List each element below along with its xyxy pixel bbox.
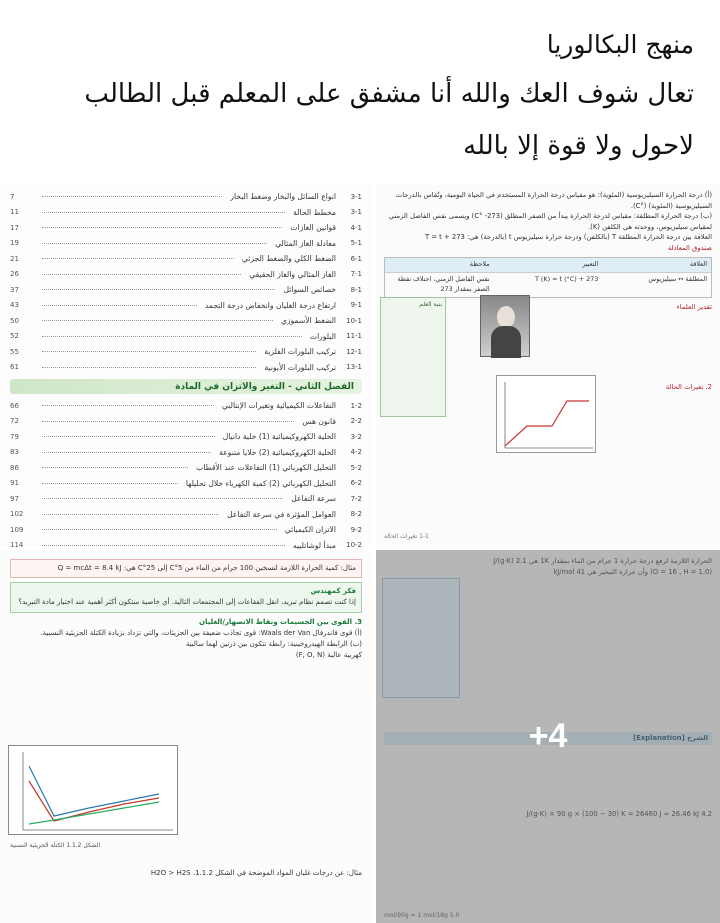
toc-row <box>10 491 362 507</box>
toc-title: الضغط الكلي والضغط الجزئي <box>241 254 336 264</box>
toc-page: 19 <box>10 239 19 248</box>
toc-number: 3-1 <box>350 208 362 217</box>
toc-row <box>10 267 362 283</box>
table-cell: T (K) = t (°C) + 273 <box>535 275 599 284</box>
toc-title: التفاعلات الكيميائية وتغيرات الإنتالبي <box>222 401 336 411</box>
boiling-point-graph-svg <box>9 746 179 836</box>
toc-number: 5-1 <box>350 239 362 248</box>
toc-row <box>10 522 362 538</box>
group-16-line <box>29 766 159 816</box>
toc-row <box>10 236 362 252</box>
toc-title: خصائص السوائل <box>283 285 336 295</box>
toc-row <box>10 344 362 360</box>
toc-title: مبدأ لوشاتلييه <box>292 540 336 550</box>
more-section: الشرح [Explanation] <box>384 732 712 745</box>
toc-page: 83 <box>10 448 19 457</box>
toc-number: 11-1 <box>346 332 362 341</box>
state-change-chart-svg <box>497 376 597 454</box>
toc-leader <box>42 258 234 259</box>
table-cell: المطلقة ↔ سيليزيوس <box>648 275 707 284</box>
toc-row <box>10 507 362 523</box>
toc-page: 7 <box>10 192 15 201</box>
toc-row <box>10 360 362 376</box>
forces-think-title: فكر كمهندس <box>310 587 356 596</box>
more-formula: 4.2 J/(g·K) × 90 g × (100 − 30) K = 26460 J ≈ 26.46 kJ <box>526 809 712 818</box>
toc-page: 72 <box>10 417 19 426</box>
toc-row <box>10 205 362 221</box>
toc-leader <box>42 421 294 422</box>
forces-think-box <box>10 582 362 612</box>
toc-title: تركيب البلورات الفلزية <box>264 347 336 357</box>
toc-leader <box>42 196 222 197</box>
more-q-top: الحرارة اللازمة لرفع درجة حرارة 1 جرام من الماء بمقدار 1K هي 2.1 J/(g·K) <box>493 557 712 565</box>
toc-number: 6-1 <box>350 254 362 263</box>
forces-vdw: (أ) قوى فاندرفال Waals der Van: قوى تجاذب ضعيفة بين الجزيئات، والتي تزداد بزيادة الكتلة الجزيئية النسبية. <box>40 628 362 637</box>
toc-title: الخلية الكهروكيميائية (2) خلايا متنوعة <box>219 447 336 457</box>
toc-leader <box>42 274 241 275</box>
toc-title: مخطط الحالة <box>293 207 336 217</box>
post-line-2: تعال شوف العك والله أنا مشفق على المعلم قبل الطالب <box>84 79 694 109</box>
toc-number: 6-2 <box>350 479 362 488</box>
temp-kelvin: (ب) درجة الحرارة المطلقة: مقياس لدرجة الحرارة يبدأ من الصفر المطلق (273- °C) ويسمى نفس الفاصل الزمني لمقياس سيليزيوس، ووحدته هي الكلفن (K). <box>388 212 712 231</box>
more-footer: 5.0 mol/90g = 1 mol/18g <box>384 912 460 919</box>
toc-leader <box>42 545 285 546</box>
toc-number: 8-2 <box>350 510 362 519</box>
post-text <box>0 0 720 185</box>
toc-page: 37 <box>10 285 19 294</box>
toc-list <box>0 185 372 569</box>
toc-page: 109 <box>10 525 24 534</box>
forces-think-text: إذا كنت تصمم نظام تبريد، انقل الفقاعات إلى المجتمعات التالية. أي خاصية ستكون أكثر أهمية عند اختيار مادة التبريد؟ <box>18 598 356 607</box>
toc-leader <box>42 436 215 437</box>
toc-row <box>10 398 362 414</box>
toc-title: تركيب البلورات الأيونية <box>264 362 336 372</box>
table-header: التعبير <box>582 260 599 269</box>
toc-title: سرعة التفاعل <box>291 494 336 504</box>
toc-page: 91 <box>10 479 19 488</box>
toc-row <box>10 313 362 329</box>
graph-caption: الشكل 1.1.2 الكتلة الجزيئية النسبية <box>10 842 101 849</box>
toc-title: الغاز المثالي والغاز الحقيقي <box>249 269 336 279</box>
toc-leader <box>42 498 283 499</box>
toc-page: 52 <box>10 332 19 341</box>
toc-page: 55 <box>10 347 19 356</box>
toc-title: الضغط الأسموزي <box>280 316 336 326</box>
temp-equation-table <box>384 257 712 298</box>
toc-leader <box>42 212 285 213</box>
toc-leader <box>42 305 197 306</box>
toc-page: 21 <box>10 254 19 263</box>
toc-title: ارتفاع درجة الغليان وانخفاض درجة التجمد <box>204 300 336 310</box>
temp-footer: 1-1 تغيرات الحالة <box>384 533 429 540</box>
toc-number: 4-2 <box>350 448 362 457</box>
heating-curve <box>505 401 589 446</box>
toc-page: 61 <box>10 363 19 372</box>
temp-sidebar <box>380 297 446 417</box>
toc-number: 1-2 <box>350 401 362 410</box>
toc-leader <box>42 367 256 368</box>
toc-number: 10-1 <box>346 316 362 325</box>
table-cell: نفس الفاصل الزمني، اختلاف نقطة الصفر بمقدار 273 <box>397 275 490 294</box>
image-tile-forces[interactable] <box>0 550 372 923</box>
image-tile-temperature[interactable] <box>376 185 720 545</box>
toc-leader <box>42 320 273 321</box>
temp-intro: (أ) درجة الحرارة السيليزيوسية (المئوية): هو مقياس درجة الحرارة المستخدم في الحياة اليومية، وتُقاس بالدرجات السيليزيوسية (المئوية) (°C). <box>395 191 712 210</box>
toc-page: 17 <box>10 223 19 232</box>
toc-page: 11 <box>10 208 19 217</box>
forces-hbond: (ب) الرابطة الهيدروجينية: رابطة تتكون بين ذرتين لهما سالبية كهربية عالية (F, O, N) <box>185 639 362 660</box>
temp-table-title: صندوق المعادلة <box>667 243 712 252</box>
toc-leader <box>42 514 219 515</box>
toc-leader <box>42 405 214 406</box>
toc-leader <box>42 483 178 484</box>
toc-leader <box>42 227 282 228</box>
toc-number: 3-1 <box>350 192 362 201</box>
toc-page: 79 <box>10 432 19 441</box>
toc-page: 50 <box>10 316 19 325</box>
toc-title: الاتزان الكيميائي <box>284 525 336 535</box>
toc-title: قوانين الغازات <box>290 223 336 233</box>
table-header: ملاحظة <box>469 260 490 269</box>
table-header: العلاقة <box>689 260 707 269</box>
boiling-point-graph <box>8 745 178 835</box>
forces-example: مثال: كمية الحرارة اللازمة لتسخين 100 جرام من الماء من 5°C إلى 25°C هي: Q = mcΔt = 8.4 kJ <box>10 559 362 578</box>
toc-row <box>10 298 362 314</box>
toc-row <box>10 414 362 430</box>
toc-page: 26 <box>10 270 19 279</box>
toc-title: التحليل الكهربائي (1) التفاعلات عند الأقطاب <box>196 463 336 473</box>
toc-title: الخلية الكهروكيميائية (1) خلية دانيال <box>222 432 336 442</box>
forces-section: 3. القوى بين الجسيمات ونقاط الانصهار/الغليان <box>199 617 362 626</box>
toc-leader <box>42 529 277 530</box>
toc-number: 7-2 <box>350 494 362 503</box>
toc-page: 86 <box>10 463 19 472</box>
toc-title: معادلة الغاز المثالي <box>275 238 336 248</box>
toc-leader <box>42 467 188 468</box>
toc-title: التحليل الكهربائي (2) كمية الكهرباء خلال تحليلها <box>185 478 336 488</box>
toc-page: 66 <box>10 401 19 410</box>
toc-row <box>10 329 362 345</box>
scientist-portrait <box>480 295 530 357</box>
toc-title: العوامل المؤثرة في سرعة التفاعل <box>227 509 336 519</box>
toc-page: 43 <box>10 301 19 310</box>
toc-number: 12-1 <box>346 347 362 356</box>
toc-title: البلورات <box>309 331 336 341</box>
toc-title: انواع السائل والبخار وضغط البخار <box>230 192 336 202</box>
more-images-overlay[interactable] <box>376 550 720 923</box>
toc-page: 97 <box>10 494 19 503</box>
state-change-chart <box>496 375 596 453</box>
image-tile-more[interactable] <box>376 550 720 923</box>
toc-number: 5-2 <box>350 463 362 472</box>
toc-number: 4-1 <box>350 223 362 232</box>
group-17-line <box>29 781 159 821</box>
toc-row <box>10 251 362 267</box>
toc-leader <box>42 351 256 352</box>
toc-row <box>10 445 362 461</box>
toc-number: 9-2 <box>350 525 362 534</box>
temp-relation: العلاقة بين درجة الحرارة المطلقة T (بالكلفن) ودرجة حرارة سيليزيوس t (بالدرجة) هي: T = t + 273 <box>425 233 712 242</box>
temp-section: 2. تغيرات الحالة <box>665 383 712 392</box>
temp-scientist-note: تقدير العلماء <box>676 302 712 311</box>
image-grid <box>0 185 720 923</box>
toc-row <box>10 189 362 205</box>
toc-chapter-banner: الفصل الثاني - التغير والاتزان في المادة <box>10 379 362 394</box>
toc-title: قانون هس <box>302 416 336 426</box>
toc-page: 114 <box>10 541 24 550</box>
toc-row <box>10 282 362 298</box>
image-tile-toc[interactable] <box>0 185 372 550</box>
toc-row <box>10 460 362 476</box>
toc-leader <box>42 452 211 453</box>
forces-tail: مثال: عن درجات غليان المواد الموضحة في الشكل 1.1.2، H2O > H2S <box>150 869 362 877</box>
toc-number: 7-1 <box>350 270 362 279</box>
temp-sidebar-title: بنية العلم <box>419 301 442 308</box>
toc-leader <box>42 243 267 244</box>
toc-row <box>10 220 362 236</box>
toc-page: 102 <box>10 510 24 519</box>
toc-number: 3-2 <box>350 432 362 441</box>
toc-number: 9-1 <box>350 301 362 310</box>
post-line-1: منهج البكالوريا <box>546 30 694 59</box>
more-images-count: +4 <box>528 717 568 755</box>
toc-number: 10-2 <box>346 541 362 550</box>
post-line-3: لاحول ولا قوة إلا بالله <box>463 131 694 161</box>
toc-row <box>10 429 362 445</box>
toc-number: 13-1 <box>346 363 362 372</box>
toc-row <box>10 476 362 492</box>
toc-number: 2-2 <box>350 417 362 426</box>
toc-leader <box>42 289 275 290</box>
toc-number: 8-1 <box>350 285 362 294</box>
more-q-line: (O = 16 , H = 1.0) وأن حرارة التبخير هي 41 kJ/mol <box>553 567 712 576</box>
toc-leader <box>42 336 302 337</box>
